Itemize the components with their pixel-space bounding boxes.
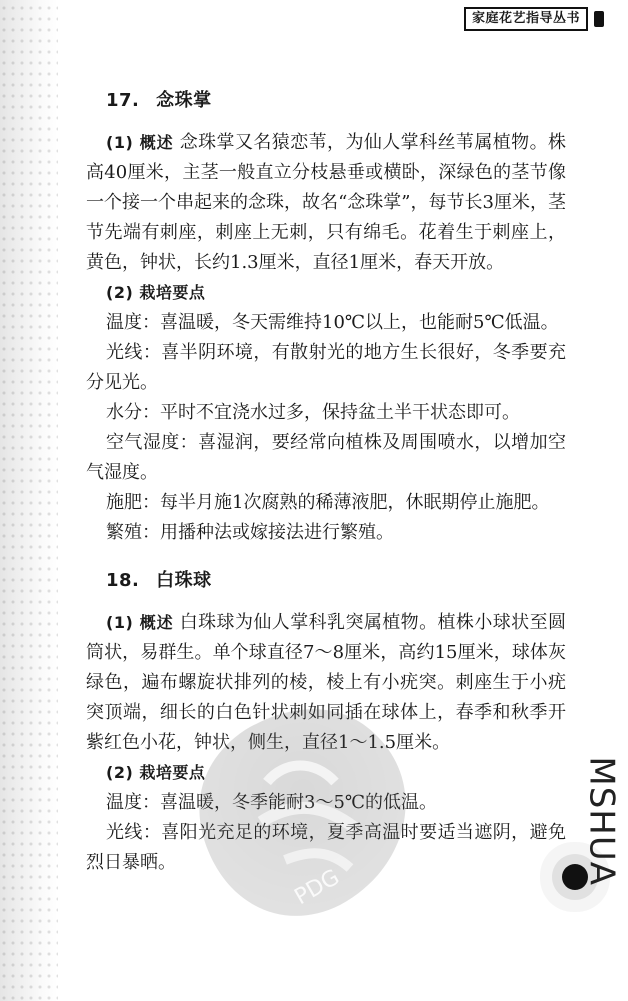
point-17-2: 光线：喜半阴环境，有散射光的地方生长很好，冬季要充分见光。 — [86, 342, 566, 393]
watermark-text: PDG — [290, 864, 344, 911]
point-17-6: 繁殖：用播种法或嫁接法进行繁殖。 — [106, 522, 394, 543]
overview-label-17: (1) 概述 — [106, 133, 174, 152]
overview-text-17: 念珠掌又名猿恋苇，为仙人掌科丝苇属植物。株高40厘米，主茎一般直立分枝悬垂或横卧，深绿色的茎节像一个接一个串起来的念珠，故名“念珠掌”，每节长3厘米，茎节先端有刺座，刺座上无刺，只有绵毛。花着生于刺座上，黄色，钟状，长约1.3厘米，直径1厘米，春天开放。 — [86, 132, 566, 273]
scan-left-edge — [0, 0, 58, 1001]
section-gap — [86, 548, 566, 566]
point-18-2: 光线：喜阳光充足的环境，夏季高温时要适当遮阴，避免烈日暴晒。 — [86, 822, 566, 873]
series-mark — [594, 11, 604, 27]
cultivation-label-18: (2) 栽培要点 — [106, 763, 206, 782]
point-17-3: 水分：平时不宜浇水过多，保持盆土半干状态即可。 — [106, 402, 520, 423]
point-18-1: 温度：喜温暖，冬季能耐3～5℃的低温。 — [106, 792, 438, 813]
section-number-17: 17. — [106, 90, 140, 111]
series-header — [464, 6, 604, 32]
overview-label-18: (1) 概述 — [106, 613, 174, 632]
cultivation-heading-18 — [86, 758, 566, 788]
overview-18 — [86, 608, 566, 758]
point-17-5: 施肥：每半月施1次腐熟的稀薄液肥，休眠期停止施肥。 — [106, 492, 550, 513]
point-17-1: 温度：喜温暖，冬天需维持10℃以上，也能耐5℃低温。 — [106, 312, 559, 333]
overview-text-18: 白珠球为仙人掌科乳突属植物。植株小球状至圆筒状，易群生。单个球直径7～8厘米，高约15厘米，球体灰绿色，遍布螺旋状排列的棱，棱上有小疣突。刺座生于小疣突顶端，细长的白色针状刺如同插在球体上，春季和秋季开紫红色小花，钟状，侧生，直径1～1.5厘米。 — [86, 612, 566, 753]
side-mark: MSHUA — [582, 756, 622, 886]
overview-17 — [86, 128, 566, 278]
point-17-4: 空气湿度：喜湿润，要经常向植株及周围喷水，以增加空气湿度。 — [86, 432, 566, 483]
section-name-18: 白珠球 — [156, 570, 212, 591]
section-title-17 — [106, 86, 566, 116]
page-content — [86, 86, 566, 878]
cultivation-label-17: (2) 栽培要点 — [106, 283, 206, 302]
section-name-17: 念珠掌 — [156, 90, 212, 111]
cultivation-heading-17 — [86, 278, 566, 308]
section-title-18 — [106, 566, 566, 596]
series-title: 家庭花艺指导丛书 — [464, 7, 588, 31]
section-number-18: 18. — [106, 570, 140, 591]
